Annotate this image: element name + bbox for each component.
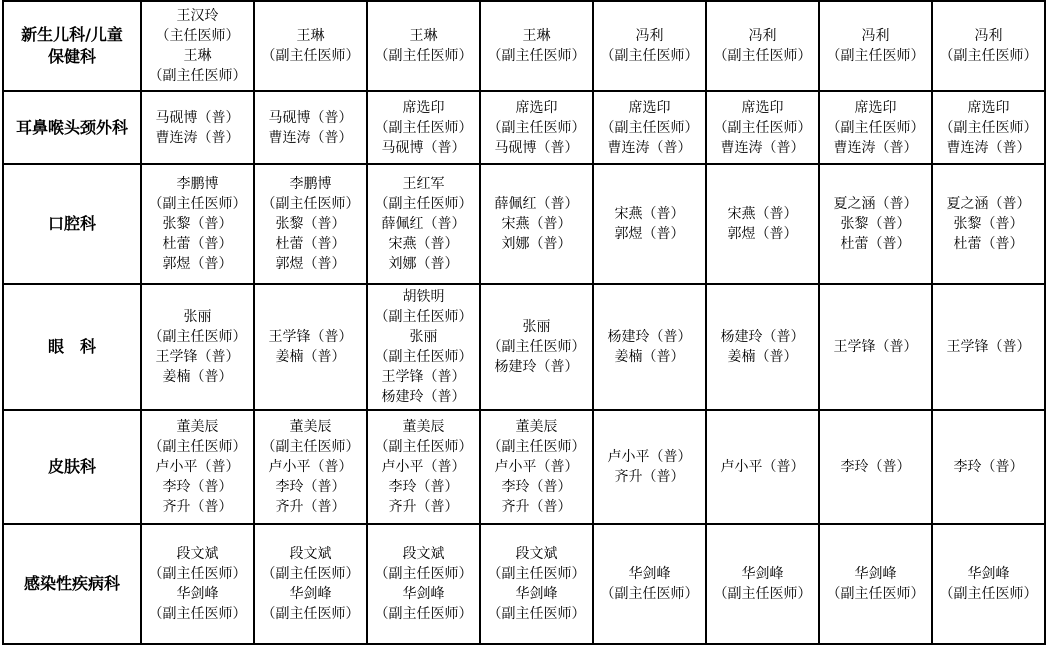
doctor-line: （副主任医师）	[487, 566, 586, 582]
doctor-line: （副主任医师）	[374, 566, 473, 582]
doctor-line: （副主任医师）	[148, 606, 247, 622]
doctor-line: 杨建玲（普）	[607, 329, 692, 345]
doctor-line: 齐升（普）	[501, 499, 572, 515]
doctor-line: （副主任医师）	[713, 48, 812, 64]
schedule-cell	[480, 410, 593, 524]
schedule-cell	[819, 524, 932, 644]
doctor-line: 席选印	[628, 99, 671, 116]
doctor-line: 杜蕾（普）	[275, 236, 346, 252]
doctor-line: 姜楠（普）	[275, 349, 346, 365]
schedule-cell	[932, 524, 1045, 644]
schedule-cell	[706, 410, 819, 524]
doctor-line: 冯利	[861, 28, 890, 44]
doctor-line: 段文斌	[176, 546, 219, 562]
schedule-cell	[141, 410, 254, 524]
doctor-line: 王学锋（普）	[381, 369, 466, 385]
department-label: 感染性疾病科	[23, 574, 120, 593]
doctor-line: 姜楠（普）	[614, 349, 685, 365]
schedule-cell	[254, 410, 367, 524]
department-cell	[3, 1, 141, 91]
doctor-line: （副主任医师）	[826, 586, 925, 602]
doctor-line: 曹连涛（普）	[946, 139, 1031, 156]
table-row	[3, 1, 1045, 91]
doctor-line: 段文斌	[289, 546, 332, 562]
doctor-line: 王琳	[183, 48, 212, 64]
doctor-line: 卢小平（普）	[155, 459, 240, 475]
doctor-line: （副主任医师）	[374, 439, 473, 455]
doctor-line: 曹连涛（普）	[720, 139, 805, 156]
schedule-cell	[932, 284, 1045, 410]
department-cell	[3, 524, 141, 644]
doctor-line: （副主任医师）	[148, 329, 247, 345]
doctor-line: 张丽	[409, 329, 438, 345]
doctor-line: 刘娜（普）	[388, 256, 459, 272]
doctor-line: 李玲（普）	[953, 459, 1024, 475]
schedule-cell	[593, 284, 706, 410]
doctor-line: 郭煜（普）	[614, 226, 685, 242]
schedule-cell	[367, 524, 480, 644]
doctor-line: 段文斌	[402, 546, 445, 562]
doctor-line: 杨建玲（普）	[494, 359, 579, 375]
doctor-line: 卢小平（普）	[381, 459, 466, 475]
table-row	[3, 410, 1045, 524]
doctor-line: 王红军	[402, 176, 445, 192]
doctor-line: 席选印	[854, 99, 897, 116]
schedule-cell	[367, 1, 480, 91]
schedule-cell	[819, 91, 932, 164]
doctor-line: 卢小平（普）	[720, 459, 805, 475]
table-row	[3, 524, 1045, 644]
doctor-line: 王琳	[296, 28, 325, 44]
doctor-line: （副主任医师）	[487, 439, 586, 455]
doctor-line: 李鹏博	[289, 176, 332, 192]
schedule-cell	[593, 164, 706, 284]
department-label: 皮肤科	[47, 457, 96, 476]
schedule-cell	[480, 91, 593, 164]
doctor-line: （副主任医师）	[600, 119, 699, 136]
doctor-line: （副主任医师）	[374, 48, 473, 64]
doctor-line: （副主任医师）	[939, 586, 1038, 602]
doctor-line: 杨建玲（普）	[720, 329, 805, 345]
doctor-line: （副主任医师）	[713, 119, 812, 136]
doctor-line: 华剑峰	[515, 586, 558, 602]
doctor-line: 李鹏博	[176, 176, 219, 192]
schedule-body	[3, 1, 1045, 644]
schedule-cell	[593, 410, 706, 524]
doctor-line: 华剑峰	[628, 566, 671, 582]
doctor-line: （副主任医师）	[487, 119, 586, 136]
doctor-line: 曹连涛（普）	[268, 129, 353, 146]
doctor-line: 夏之涵（普）	[833, 196, 918, 212]
doctor-line: 姜楠（普）	[162, 369, 233, 385]
duty-schedule-table	[2, 0, 1046, 645]
doctor-line: 李玲（普）	[162, 479, 233, 495]
schedule-cell	[932, 164, 1045, 284]
table-row	[3, 91, 1045, 164]
doctor-line: （副主任医师）	[600, 586, 699, 602]
doctor-line: （副主任医师）	[374, 119, 473, 136]
schedule-cell	[141, 284, 254, 410]
schedule-cell	[932, 91, 1045, 164]
doctor-line: 郭煜（普）	[275, 256, 346, 272]
doctor-line: 刘娜（普）	[501, 236, 572, 252]
doctor-line: （主任医师）	[155, 28, 240, 44]
doctor-line: 杜蕾（普）	[162, 236, 233, 252]
department-label: 口腔科	[47, 214, 96, 233]
doctor-line: 卢小平（普）	[494, 459, 579, 475]
doctor-line: 席选印	[741, 99, 784, 116]
schedule-cell	[932, 410, 1045, 524]
doctor-line: 郭煜（普）	[162, 256, 233, 272]
doctor-line: （副主任医师）	[261, 196, 360, 212]
doctor-line: 齐升（普）	[162, 499, 233, 515]
doctor-line: 王琳	[409, 28, 438, 44]
doctor-line: 郭煜（普）	[727, 226, 798, 242]
schedule-cell	[141, 164, 254, 284]
doctor-line: 李玲（普）	[501, 479, 572, 495]
doctor-line: 曹连涛（普）	[833, 139, 918, 156]
doctor-line: 王汉玲	[176, 8, 219, 24]
doctor-line: 董美辰	[176, 419, 219, 435]
department-cell	[3, 91, 141, 164]
doctor-line: 杜蕾（普）	[953, 236, 1024, 252]
doctor-line: 薛佩红（普）	[494, 196, 579, 212]
doctor-line: 华剑峰	[741, 566, 784, 582]
schedule-cell	[593, 1, 706, 91]
doctor-line: 卢小平（普）	[268, 459, 353, 475]
schedule-cell	[706, 164, 819, 284]
doctor-line: 李玲（普）	[840, 459, 911, 475]
doctor-line: 宋燕（普）	[727, 206, 798, 222]
schedule-cell	[367, 91, 480, 164]
doctor-line: （副主任医师）	[826, 48, 925, 64]
doctor-line: 董美辰	[402, 419, 445, 435]
doctor-line: 华剑峰	[967, 566, 1010, 582]
doctor-line: 李玲（普）	[275, 479, 346, 495]
doctor-line: （副主任医师）	[261, 566, 360, 582]
doctor-line: 张丽	[522, 319, 551, 335]
doctor-line: 华剑峰	[289, 586, 332, 602]
doctor-line: 薛佩红（普）	[381, 216, 466, 232]
doctor-line: 齐升（普）	[275, 499, 346, 515]
doctor-line: （副主任医师）	[261, 606, 360, 622]
doctor-line: 胡铁明	[402, 289, 445, 305]
doctor-line: 华剑峰	[176, 586, 219, 602]
doctor-line: （副主任医师）	[939, 119, 1038, 136]
doctor-line: 华剑峰	[854, 566, 897, 582]
doctor-line: （副主任医师）	[939, 48, 1038, 64]
schedule-cell	[819, 410, 932, 524]
doctor-line: （副主任医师）	[374, 309, 473, 325]
doctor-line: （副主任医师）	[261, 439, 360, 455]
doctor-line: 席选印	[515, 99, 558, 116]
doctor-line: 王琳	[522, 28, 551, 44]
doctor-line: 张丽	[183, 309, 212, 325]
schedule-cell	[706, 91, 819, 164]
doctor-line: 席选印	[402, 99, 445, 116]
doctor-line: 冯利	[748, 28, 777, 44]
doctor-line: 马砚博（普）	[268, 109, 353, 126]
table-row	[3, 284, 1045, 410]
doctor-line: 段文斌	[515, 546, 558, 562]
doctor-line: 华剑峰	[402, 586, 445, 602]
doctor-line: 杜蕾（普）	[840, 236, 911, 252]
table-row	[3, 164, 1045, 284]
doctor-line: 李玲（普）	[388, 479, 459, 495]
schedule-cell	[254, 91, 367, 164]
department-cell	[3, 410, 141, 524]
doctor-line: 董美辰	[289, 419, 332, 435]
schedule-cell	[480, 524, 593, 644]
doctor-line: 马砚博（普）	[494, 139, 579, 156]
doctor-line: 王学锋（普）	[833, 339, 918, 355]
schedule-cell	[593, 524, 706, 644]
department-label: 眼 科	[47, 337, 96, 356]
doctor-line: （副主任医师）	[487, 48, 586, 64]
doctor-line: 齐升（普）	[388, 499, 459, 515]
doctor-line: 曹连涛（普）	[607, 139, 692, 156]
schedule-cell	[932, 1, 1045, 91]
schedule-cell	[254, 284, 367, 410]
schedule-cell	[706, 284, 819, 410]
doctor-line: 夏之涵（普）	[946, 196, 1031, 212]
doctor-line: （副主任医师）	[148, 439, 247, 455]
doctor-line: 马砚博（普）	[381, 139, 466, 156]
doctor-line: 张黎（普）	[275, 216, 346, 232]
doctor-line: 席选印	[967, 99, 1010, 116]
doctor-line: （副主任医师）	[600, 48, 699, 64]
doctor-line: 张黎（普）	[840, 216, 911, 232]
department-label: 新生儿科/儿童保健科	[21, 25, 123, 66]
schedule-cell	[141, 1, 254, 91]
schedule-cell	[480, 164, 593, 284]
doctor-line: （副主任医师）	[374, 349, 473, 365]
doctor-line: 宋燕（普）	[501, 216, 572, 232]
doctor-line: 宋燕（普）	[388, 236, 459, 252]
schedule-cell	[367, 284, 480, 410]
department-label: 耳鼻喉头颈外科	[15, 117, 128, 137]
schedule-cell	[367, 410, 480, 524]
doctor-line: （副主任医师）	[487, 339, 586, 355]
schedule-cell	[141, 91, 254, 164]
schedule-cell	[480, 1, 593, 91]
schedule-cell	[819, 1, 932, 91]
doctor-line: 张黎（普）	[953, 216, 1024, 232]
doctor-line: 冯利	[635, 28, 664, 44]
doctor-line: （副主任医师）	[261, 48, 360, 64]
doctor-line: （副主任医师）	[148, 68, 247, 84]
schedule-cell	[706, 1, 819, 91]
doctor-line: 董美辰	[515, 419, 558, 435]
schedule-cell	[819, 164, 932, 284]
doctor-line: （副主任医师）	[374, 196, 473, 212]
doctor-line: 姜楠（普）	[727, 349, 798, 365]
schedule-cell	[367, 164, 480, 284]
doctor-line: 马砚博（普）	[155, 109, 240, 126]
doctor-line: （副主任医师）	[374, 606, 473, 622]
doctor-line: 齐升（普）	[614, 469, 685, 485]
doctor-line: 杨建玲（普）	[381, 389, 466, 405]
schedule-cell	[141, 524, 254, 644]
schedule-cell	[480, 284, 593, 410]
doctor-line: 王学锋（普）	[946, 339, 1031, 355]
schedule-cell	[254, 1, 367, 91]
doctor-line: （副主任医师）	[148, 196, 247, 212]
schedule-cell	[254, 524, 367, 644]
schedule-cell	[706, 524, 819, 644]
doctor-line: 宋燕（普）	[614, 206, 685, 222]
department-cell	[3, 284, 141, 410]
doctor-line: （副主任医师）	[148, 566, 247, 582]
doctor-line: 王学锋（普）	[155, 349, 240, 365]
schedule-cell	[254, 164, 367, 284]
schedule-cell	[819, 284, 932, 410]
department-cell	[3, 164, 141, 284]
schedule-cell	[593, 91, 706, 164]
doctor-line: 卢小平（普）	[607, 449, 692, 465]
doctor-line: （副主任医师）	[826, 119, 925, 136]
doctor-line: （副主任医师）	[713, 586, 812, 602]
doctor-line: 曹连涛（普）	[155, 129, 240, 146]
doctor-line: 张黎（普）	[162, 216, 233, 232]
doctor-line: 王学锋（普）	[268, 329, 353, 345]
doctor-line: 冯利	[974, 28, 1003, 44]
doctor-line: （副主任医师）	[487, 606, 586, 622]
